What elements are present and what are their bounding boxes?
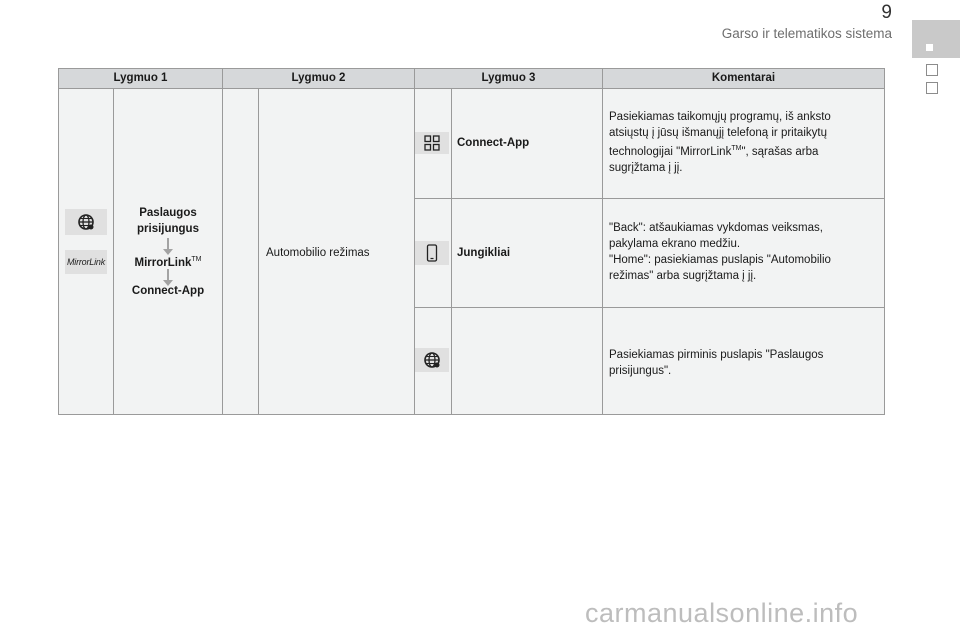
level3-label: Connect-App bbox=[457, 137, 530, 149]
section-tab[interactable] bbox=[926, 82, 938, 94]
globe-icon bbox=[415, 348, 449, 372]
level3-label: Jungikliai bbox=[457, 247, 511, 259]
level1-connect-app: Connect-App bbox=[131, 285, 205, 297]
header-cell: Lygmuo 2 bbox=[223, 69, 414, 88]
mirrorlink-logo-icon: MirrorLink bbox=[65, 250, 107, 274]
page-number: 9 bbox=[881, 2, 892, 23]
section-title: Garso ir telematikos sistema bbox=[721, 26, 892, 41]
comment-text: Pasiekiamas pirminis puslapis "Paslaugos prisijungus". bbox=[609, 349, 824, 377]
level1-mirrorlink: MirrorLink™ bbox=[134, 256, 202, 269]
divider bbox=[602, 69, 603, 415]
section-tab[interactable] bbox=[926, 64, 938, 76]
tab-marker-icon bbox=[926, 44, 933, 51]
phone-icon bbox=[415, 241, 449, 265]
comment-text: "Back": atšaukiamas vykdomas veiksmas, pakylama ekrano medžiu. "Home": pasiekiamas puslapis "Automobilio režimas" arba sugrįžtama į jį. bbox=[609, 222, 831, 282]
level1-title: Paslaugos prisijungus bbox=[137, 207, 199, 235]
header-cell: Komentarai bbox=[603, 69, 884, 88]
divider bbox=[414, 198, 884, 199]
watermark: carmanualsonline.info bbox=[585, 598, 859, 628]
divider bbox=[258, 88, 259, 415]
divider bbox=[451, 88, 452, 415]
level2-label: Automobilio režimas bbox=[266, 247, 370, 259]
section-tab-active[interactable] bbox=[912, 20, 960, 58]
grid-icon bbox=[415, 132, 449, 154]
menu-table bbox=[58, 68, 885, 415]
header-cell: Lygmuo 3 bbox=[415, 69, 602, 88]
divider bbox=[222, 69, 223, 415]
divider bbox=[414, 307, 884, 308]
comment-text: Pasiekiamas taikomųjų programų, iš anksto atsiųstų į jūsų išmanųjį telefoną ir pritaikytų technologijai "MirrorLink™", sąrašas arba sugrįžtama į jį. bbox=[609, 111, 831, 174]
globe-icon bbox=[65, 209, 107, 235]
header-cell: Lygmuo 1 bbox=[59, 69, 222, 88]
divider bbox=[59, 88, 884, 89]
